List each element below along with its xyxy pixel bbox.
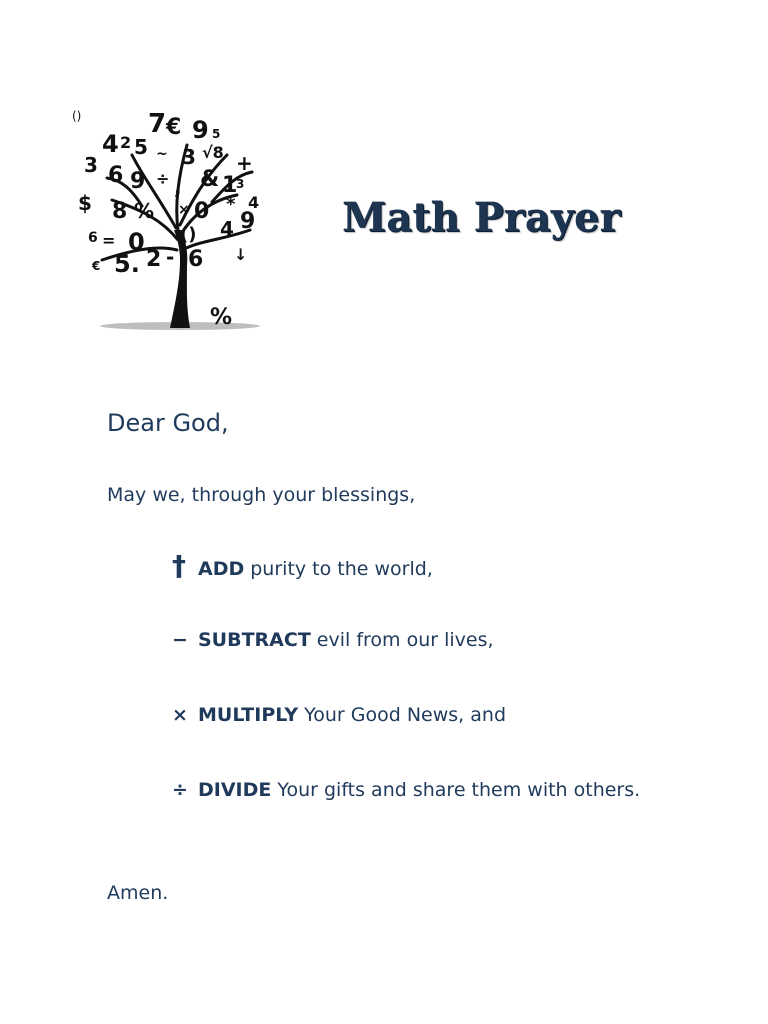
svg-text:5.: 5.: [114, 250, 140, 278]
svg-text:9: 9: [130, 169, 146, 194]
greeting: Dear God,: [107, 409, 229, 437]
prayer-line-multiply: [172, 704, 506, 726]
svg-text:√8: √8: [202, 143, 224, 162]
svg-text:&: &: [200, 167, 220, 192]
svg-text:3: 3: [236, 177, 245, 191]
svg-text:9: 9: [240, 209, 256, 234]
svg-text:6: 6: [188, 247, 204, 272]
svg-text:5: 5: [212, 127, 221, 141]
keyword-add: ADD: [198, 558, 245, 580]
svg-text:%: %: [134, 199, 155, 223]
prayer-line-divide: [172, 779, 640, 801]
svg-text:~: ~: [156, 146, 168, 162]
svg-text:4: 4: [248, 193, 260, 212]
svg-text:7: 7: [148, 109, 167, 139]
plus-cross-icon: †: [172, 549, 186, 582]
keyword-subtract: SUBTRACT: [198, 629, 311, 651]
svg-text:(): (): [180, 224, 197, 245]
line-rest: Your Good News, and: [304, 704, 507, 726]
svg-text:2: 2: [120, 133, 132, 152]
page-title: Math Prayer: [342, 194, 621, 241]
svg-text:1: 1: [222, 173, 238, 198]
svg-text:9: 9: [192, 116, 209, 144]
line-rest: Your gifts and share them with others.: [277, 779, 641, 801]
svg-text:8: 8: [112, 199, 128, 224]
multiply-icon: ×: [172, 704, 188, 726]
divide-icon: ÷: [172, 779, 188, 801]
intro-line: May we, through your blessings,: [107, 484, 416, 506]
svg-text:,: ,: [174, 175, 182, 199]
svg-text:=: =: [102, 231, 116, 250]
svg-text:2: 2: [146, 247, 162, 272]
line-rest: purity to the world,: [250, 558, 433, 580]
line-rest: evil from our lives,: [316, 629, 494, 651]
svg-text:4: 4: [102, 130, 119, 158]
svg-text:*: *: [226, 194, 236, 215]
svg-text:×: ×: [178, 202, 190, 218]
svg-text:0: 0: [194, 199, 210, 224]
svg-text:$: $: [78, 191, 92, 215]
svg-text:5: 5: [134, 135, 148, 159]
svg-text:3: 3: [182, 145, 196, 169]
svg-text:6: 6: [88, 230, 98, 246]
svg-text:6: 6: [108, 163, 124, 188]
prayer-line-subtract: [172, 629, 494, 651]
prayer-line-add: [172, 549, 433, 582]
svg-text:€: €: [166, 115, 182, 140]
tree-paren-glyph: (): [72, 109, 82, 123]
svg-text:+: +: [236, 151, 253, 175]
svg-text:4: 4: [220, 217, 234, 241]
svg-text:-: -: [166, 245, 175, 269]
svg-text:0: 0: [128, 228, 145, 256]
svg-text:3: 3: [84, 153, 98, 177]
svg-text:÷: ÷: [156, 169, 170, 188]
tree-percent-glyph: %: [210, 305, 233, 330]
keyword-divide: DIVIDE: [198, 779, 272, 801]
svg-text:€: €: [92, 259, 101, 273]
keyword-multiply: MULTIPLY: [198, 704, 299, 726]
closing-amen: Amen.: [107, 882, 169, 904]
svg-text:↓: ↓: [234, 245, 248, 264]
math-tree-icon: [62, 100, 282, 340]
minus-icon: −: [172, 629, 188, 651]
